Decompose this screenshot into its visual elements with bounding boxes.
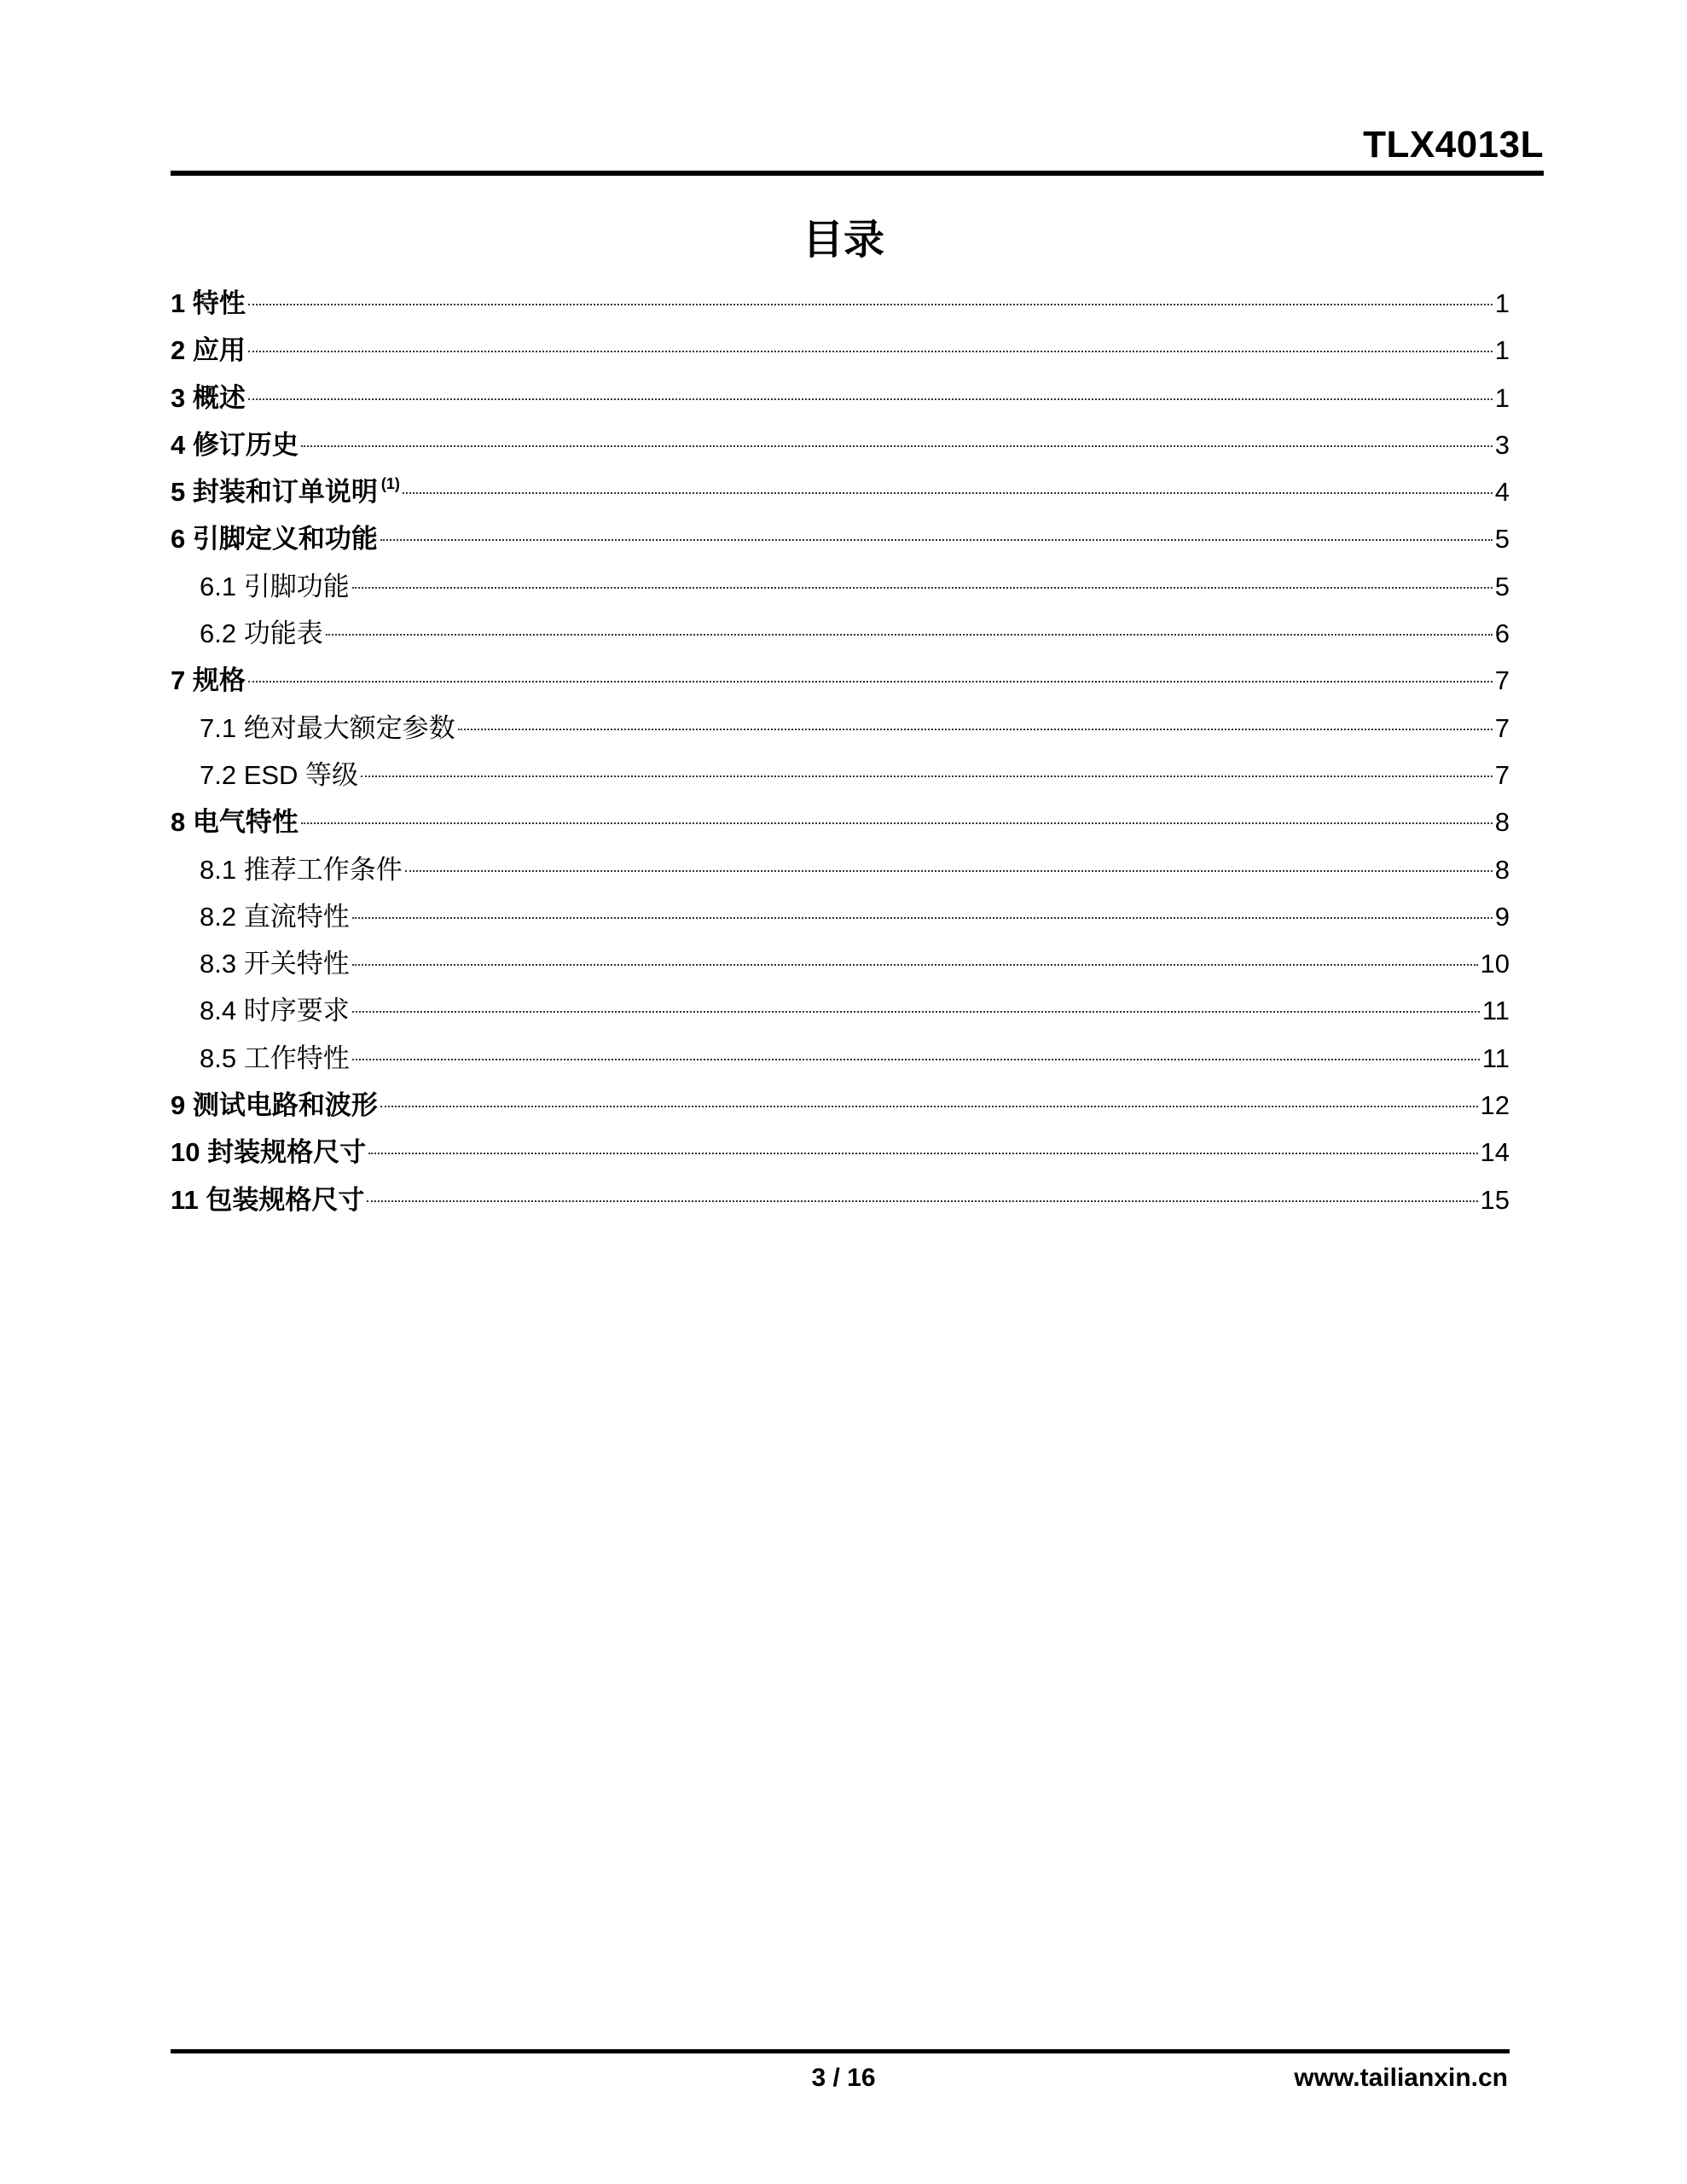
toc-entry[interactable] (171, 1176, 1510, 1223)
toc-page-number: 7 (1494, 759, 1510, 790)
toc-dot-leader (380, 539, 1493, 541)
toc-dot-leader (352, 1011, 1480, 1013)
toc-entry-label: 8.2 直流特性 (200, 901, 350, 932)
toc-dot-leader (352, 964, 1478, 966)
toc-entry-title (171, 327, 246, 374)
toc-dot-leader (405, 870, 1493, 872)
toc-dot-leader (352, 1059, 1480, 1060)
footer-divider (171, 2049, 1510, 2053)
toc-page-number: 11 (1481, 1043, 1510, 1073)
toc-entry-title (171, 421, 299, 468)
footer-website: www.tailianxin.cn (1294, 2064, 1508, 2092)
toc-dot-leader (301, 445, 1493, 447)
toc-entry-label: 8 电气特性 (171, 807, 299, 838)
toc-dot-leader (301, 822, 1493, 824)
toc-entry-title (200, 987, 350, 1034)
toc-entry-title (171, 515, 378, 562)
toc-entry-label: 8.5 工作特性 (200, 1043, 350, 1073)
toc-dot-leader (458, 729, 1493, 730)
toc-entry-title (171, 1176, 364, 1223)
toc-page-number: 9 (1494, 901, 1510, 932)
toc-entry[interactable] (171, 705, 1510, 752)
toc-dot-leader (352, 587, 1493, 589)
header-divider (171, 171, 1544, 176)
toc-entry-label: 2 应用 (171, 335, 246, 366)
page-indicator: 3 / 16 (811, 2064, 876, 2092)
toc-entry-label: 6 引脚定义和功能 (171, 524, 378, 555)
toc-dot-leader (248, 351, 1493, 352)
toc-entry-title (171, 1129, 366, 1176)
toc-entry[interactable] (171, 1035, 1510, 1082)
toc-entry-title (200, 940, 350, 987)
toc-page-number: 11 (1481, 996, 1510, 1026)
toc-dot-leader (380, 1106, 1478, 1107)
toc-entry-label: 7 规格 (171, 665, 246, 696)
toc-page-number: 1 (1494, 335, 1510, 366)
toc-page-number: 14 (1480, 1137, 1510, 1168)
toc-entry-label: 8.3 开关特性 (200, 949, 350, 979)
toc-entry[interactable] (171, 1082, 1510, 1129)
toc-title: 目录 (802, 218, 884, 263)
toc-dot-leader (248, 304, 1493, 305)
toc-page-number: 6 (1494, 619, 1510, 649)
toc-entry-title (200, 1035, 350, 1082)
toc-dot-leader (248, 681, 1493, 682)
toc-entry[interactable] (171, 610, 1510, 657)
toc-entry[interactable] (171, 940, 1510, 987)
toc-entry[interactable] (171, 799, 1510, 845)
toc-page-number: 7 (1494, 712, 1510, 743)
toc-entry[interactable] (171, 375, 1510, 421)
toc-page-number: 7 (1494, 665, 1510, 696)
toc-page-number: 8 (1494, 854, 1510, 885)
toc-page-number: 1 (1494, 288, 1510, 318)
toc-entry-title (200, 610, 323, 657)
toc-entry-title (171, 280, 246, 327)
toc-entry[interactable] (171, 563, 1510, 610)
toc-entry-label: 5 封装和订单说明 (171, 477, 378, 508)
toc-page-number: 10 (1480, 949, 1510, 979)
toc-page-number: 8 (1494, 807, 1510, 838)
toc-page-number: 15 (1480, 1184, 1510, 1215)
toc-page-number: 3 (1494, 429, 1510, 460)
toc-entry-title (200, 846, 403, 893)
toc-dot-leader (326, 634, 1493, 636)
toc-entry[interactable] (171, 987, 1510, 1034)
toc-page-number: 1 (1494, 382, 1510, 413)
toc-dot-leader (248, 398, 1493, 400)
toc-entry[interactable] (171, 893, 1510, 940)
toc-dot-leader (361, 775, 1493, 777)
toc-entry-title (171, 799, 299, 845)
toc-entry-title (200, 752, 358, 799)
toc-dot-leader (352, 917, 1493, 919)
toc-dot-leader (403, 492, 1493, 494)
toc-entry-title (200, 563, 350, 610)
toc-dot-leader (368, 1153, 1477, 1154)
toc-entry-title (171, 657, 246, 704)
toc-page-number: 5 (1494, 524, 1510, 555)
toc-entry[interactable] (171, 846, 1510, 893)
toc-entry-title (171, 1082, 378, 1129)
toc-page-number: 12 (1480, 1090, 1510, 1121)
toc-entry[interactable] (171, 657, 1510, 704)
toc-entry-label: 1 特性 (171, 288, 246, 318)
toc-entry[interactable] (171, 515, 1510, 562)
document-id: TLX4013L (1363, 124, 1544, 166)
toc-entry-label: 6.2 功能表 (200, 619, 323, 649)
toc-entry[interactable] (171, 280, 1510, 327)
toc-entry-label: 3 概述 (171, 382, 246, 413)
toc-entry-footnote-mark: (1) (380, 475, 400, 493)
toc-entry-label: 7.2 ESD 等级 (200, 759, 359, 790)
toc-entry-label: 4 修订历史 (171, 429, 299, 460)
toc-entry-label: 6.1 引脚功能 (200, 571, 350, 601)
table-of-contents (171, 280, 1510, 1223)
toc-page-number: 5 (1494, 571, 1510, 601)
toc-entry-title (171, 375, 246, 421)
toc-entry[interactable] (171, 752, 1510, 799)
toc-entry[interactable] (171, 468, 1510, 515)
toc-entry-title (171, 468, 400, 515)
toc-entry-label: 10 封装规格尺寸 (171, 1137, 367, 1168)
toc-entry-label: 8.1 推荐工作条件 (200, 854, 403, 885)
toc-entry[interactable] (171, 1129, 1510, 1176)
toc-entry[interactable] (171, 327, 1510, 374)
toc-entry-label: 9 测试电路和波形 (171, 1090, 378, 1121)
toc-entry-label: 8.4 时序要求 (200, 996, 350, 1026)
toc-entry-title (200, 893, 350, 940)
toc-entry[interactable] (171, 421, 1510, 468)
toc-page-number: 4 (1494, 477, 1510, 508)
toc-dot-leader (367, 1200, 1477, 1202)
toc-entry-label: 7.1 绝对最大额定参数 (200, 712, 455, 743)
toc-entry-label: 11 包装规格尺寸 (171, 1184, 365, 1215)
toc-entry-title (200, 705, 455, 752)
